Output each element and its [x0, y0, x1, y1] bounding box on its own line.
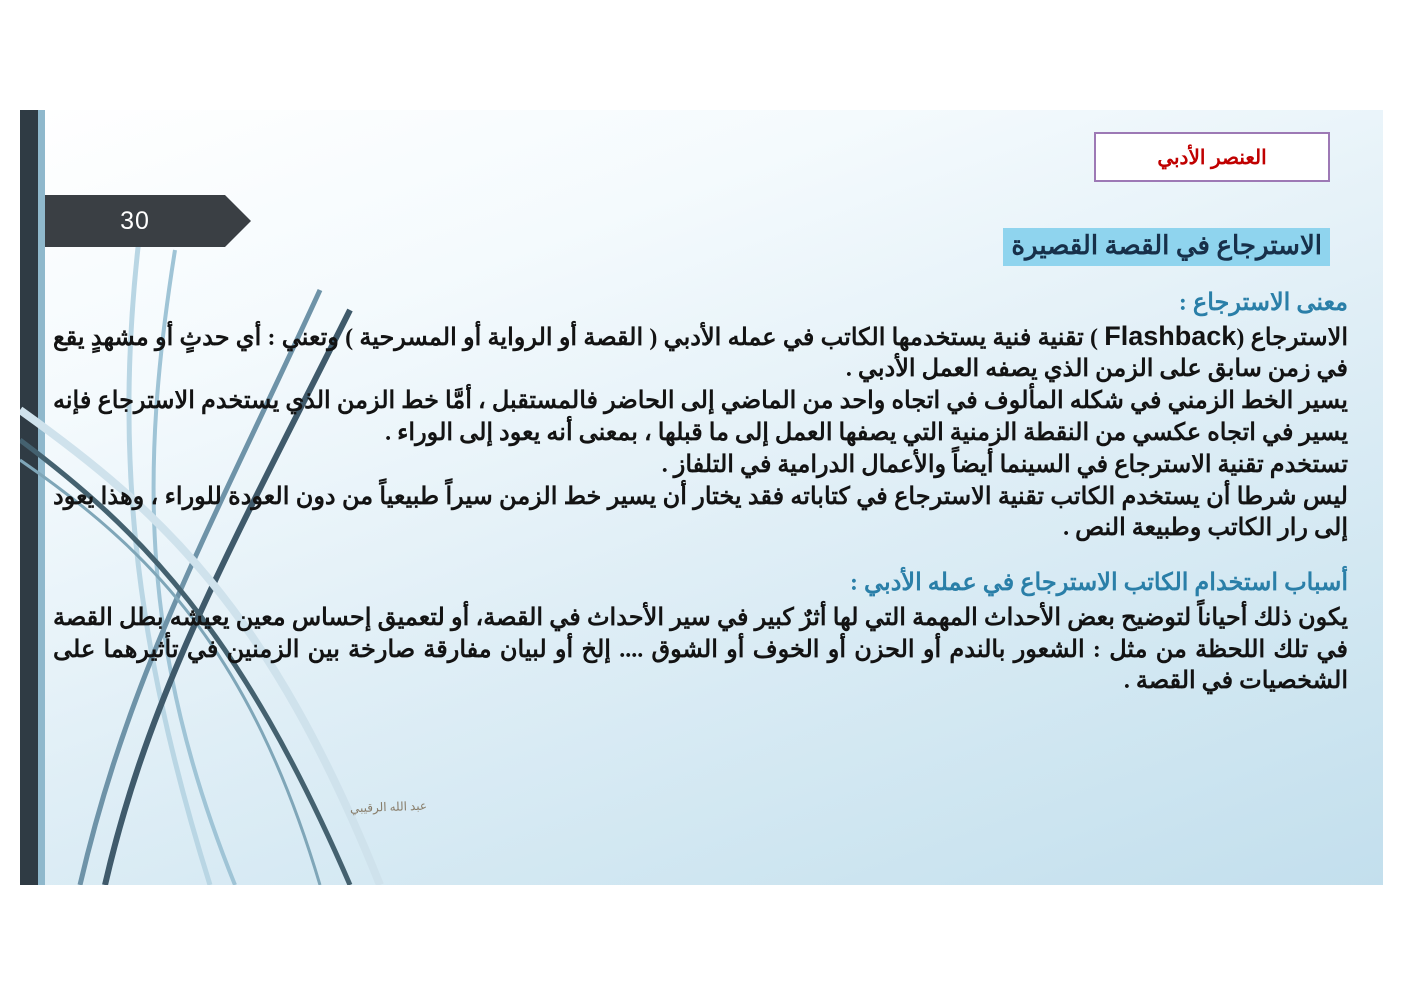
paragraph-reasons: يكون ذلك أحياناً لتوضيح بعض الأحداث المهمة التي لها أثرٌ كبير في سير الأحداث في القصة، أو لتعميق إحساس معين يعيشه بطل القصة في تلك اللحظة من مثل : الشعور بالندم أو الحزن أو الخوف أو الشوق .... إلخ أو لبيان مفارقة صارخة بين الزمنين في تأثيرهما على الشخصيات في القصة .	[53, 605, 1348, 694]
author-signature: عبد الله الرقيبي	[349, 798, 428, 816]
left-accent-bar-secondary	[38, 110, 45, 885]
paragraph-definition	[53, 319, 1348, 385]
heading-reasons: أسباب استخدام الكاتب الاسترجاع في عمله الأدبي :	[850, 570, 1348, 597]
paragraph-cinema: تستخدم تقنية الاسترجاع في السينما أيضاً والأعمال الدرامية في التلفاز .	[661, 451, 1348, 478]
paragraph-definition-before: الاسترجاع (	[1236, 325, 1348, 351]
page-number-badge	[45, 195, 225, 247]
paragraph-definition-after: ) تقنية فنية يستخدمها الكاتب في عمله الأدبي ( القصة أو الرواية أو المسرحية ) وتعني : أي حدثٍ أو مشهدٍ يقع في زمن سابق على الزمن الذي يصفه العمل الأدبي .	[53, 325, 1348, 383]
slide-content-panel	[20, 110, 1383, 885]
paragraph-optional-use: ليس شرطا أن يستخدم الكاتب تقنية الاسترجاع في كتاباته فقد يختار أن يسير خط الزمن سيراً طبيعياً من دون العودة للوراء ، وهذا يعود إلى رار الكاتب وطبيعة النص .	[53, 483, 1348, 542]
left-accent-bar	[20, 110, 38, 885]
flashback-term: Flashback	[1104, 321, 1237, 351]
page-number-text: 30	[120, 206, 150, 235]
section-title-box	[1094, 132, 1330, 182]
heading-meaning: معنى الاسترجاع :	[1178, 290, 1348, 316]
slide-body	[53, 288, 1348, 697]
slide-subtitle: الاسترجاع في القصة القصيرة	[1003, 228, 1330, 266]
paragraph-timeline: يسير الخط الزمني في شكله المألوف في اتجاه واحد من الماضي إلى الحاضر فالمستقبل ، أمَّا خط الزمن الذي يستخدم الاسترجاع فإنه يسير في اتجاه عكسي من النقطة الزمنية التي يصفها العمل إلى ما قبلها ، بمعنى أنه يعود إلى الوراء .	[53, 388, 1348, 446]
section-title-text: العنصر الأدبي	[1157, 146, 1267, 169]
